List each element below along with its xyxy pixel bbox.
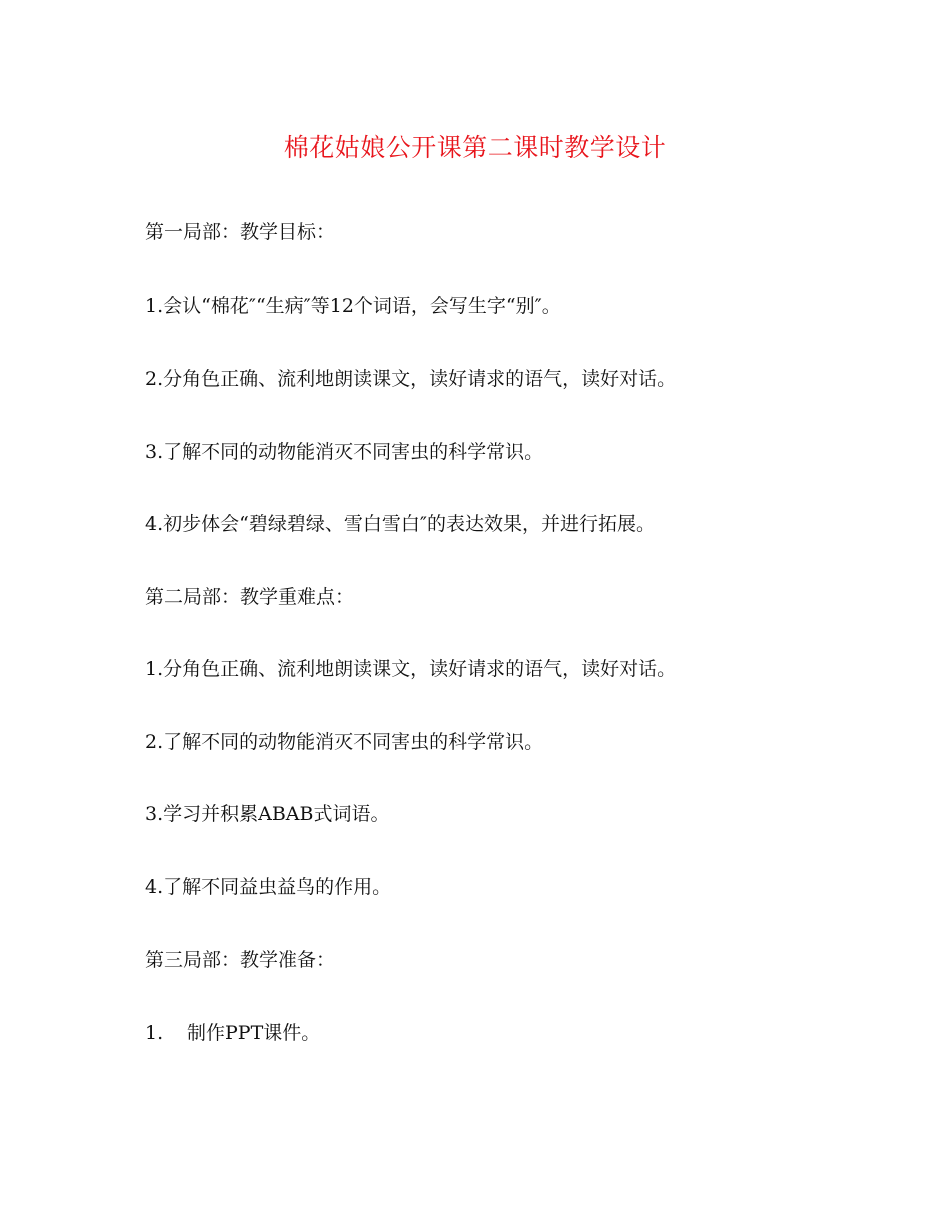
key-point-item-3: 3.学习并积累ABAB式词语。 bbox=[145, 803, 390, 825]
section-heading-objectives: 第一局部：教学目标： bbox=[145, 221, 336, 243]
preparation-item-1 bbox=[145, 1019, 320, 1047]
document-title: 棉花姑娘公开课第二课时教学设计 bbox=[283, 133, 667, 162]
key-point-item-2: 2.了解不同的动物能消灭不同害虫的科学常识。 bbox=[145, 731, 544, 753]
objective-item-2: 2.分角色正确、流利地朗读课文，读好请求的语气，读好对话。 bbox=[145, 368, 677, 390]
objective-item-3: 3.了解不同的动物能消灭不同害虫的科学常识。 bbox=[145, 441, 544, 463]
key-point-item-1: 1.分角色正确、流利地朗读课文，读好请求的语气，读好对话。 bbox=[145, 658, 677, 680]
section-heading-key-points: 第二局部：教学重难点： bbox=[145, 586, 355, 608]
key-point-item-4: 4.了解不同益虫益鸟的作用。 bbox=[145, 876, 392, 898]
preparation-item-number: 1. bbox=[145, 1022, 164, 1044]
section-heading-preparation: 第三局部：教学准备： bbox=[145, 949, 336, 971]
objective-item-4: 4.初步体会“碧绿碧绿、雪白雪白″的表达效果，并进行拓展。 bbox=[145, 513, 655, 535]
objective-item-1: 1.会认“棉花″“生病″等12个词语，会写生字“别″。 bbox=[145, 295, 561, 317]
preparation-item-text: 制作PPT课件。 bbox=[187, 1022, 321, 1044]
